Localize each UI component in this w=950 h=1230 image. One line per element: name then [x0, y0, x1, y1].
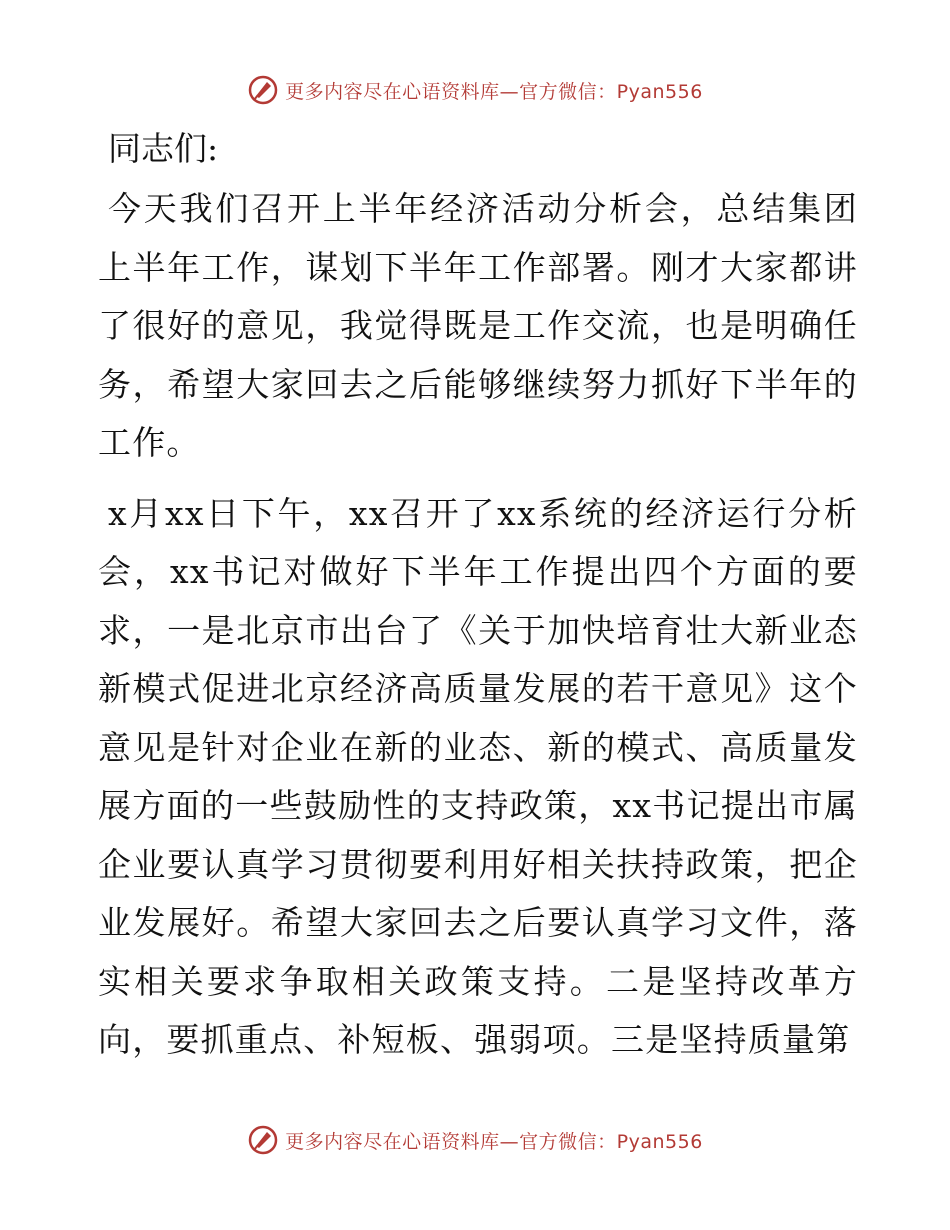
footer-watermark — [0, 1120, 950, 1160]
paragraph-2: x月xx日下午，xx召开了xx系统的经济运行分析会，xx书记对做好下半年工作提出四个方面的要求，一是北京市出台了《关于加快培育壮大新业态新模式促进北京经济高质量发展的若干意见》这个意见是针对企业在新的业态、新的模式、高质量发展方面的一些鼓励性的支持政策，xx书记提出市属企业要认真学习贯彻要利用好相关扶持政策，把企业发展好。希望大家回去之后要认真学习文件，落实相关要求争取相关政策支持。二是坚持改革方向，要抓重点、补短板、强弱项。三是坚持质量第 — [98, 493, 858, 1059]
paragraph-1: 今天我们召开上半年经济活动分析会，总结集团上半年工作，谋划下半年工作部署。刚才大家都讲了很好的意见，我觉得既是工作交流，也是明确任务，希望大家回去之后能够继续努力抓好下半年的工作。 — [98, 189, 858, 462]
header-watermark — [0, 70, 950, 110]
watermark-text: 更多内容尽在心语资料库—官方微信：Pyan556 — [285, 1130, 703, 1153]
pen-nib-logo-icon — [247, 1124, 279, 1156]
salutation: 同志们: — [108, 129, 219, 168]
watermark-text: 更多内容尽在心语资料库—官方微信：Pyan556 — [285, 80, 703, 103]
pen-nib-logo-icon — [247, 74, 279, 106]
document-body — [98, 126, 858, 1082]
